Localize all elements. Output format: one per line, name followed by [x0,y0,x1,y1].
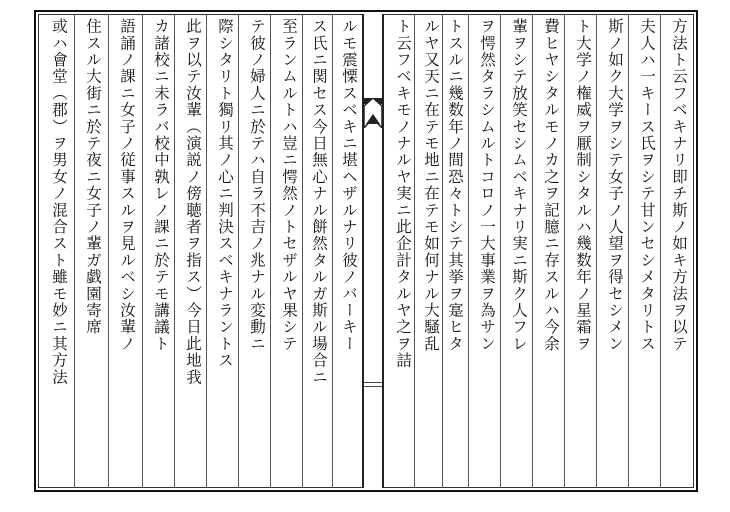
column-rule [238,14,239,488]
fishtail-mark-icon [362,98,384,128]
column-rule [74,14,75,488]
text-column-r9: ルヤ又天ニ在テモ地ニ在テモ如何ナル大騒乱 [422,18,440,352]
column-rule [206,14,207,488]
column-rule [500,14,501,488]
text-column-r7: ヲ愕然タラシムルトコロノ一大事業ヲ為サン [478,18,496,352]
column-rule [596,14,597,488]
column-rule [442,14,443,488]
text-column-r10: ト云フベキモノナルヤ実ニ此企計タルヤ之ヲ詰 [394,18,412,369]
text-column-r8: トスルニ幾数年ノ間恐々トシテ其挙ヲ寔ヒタ [446,18,464,352]
column-rule [660,14,661,488]
text-column-r2: 夫人ハ一キース氏ヲシテ甘ンセシメタリトス [638,18,656,352]
text-column-r1: 方法ト云フベキナリ即チ斯ノ如キ方法ヲ以テ [670,18,688,352]
text-column-l4: テ彼ノ婦人ニ於テハ自ラ不吉ノ兆ナル変動ニ [248,18,266,352]
column-rule [302,14,303,488]
text-column-r4: ト大学ノ権威ヲ厭制シタルハ幾数年ノ星霜ヲ [574,18,592,352]
column-rule [270,14,271,488]
column-rule [532,14,533,488]
text-column-r5: 費ヒヤシタルモノカ之ヲ記臆ニ存スルハ今余 [542,18,560,352]
column-rule [468,14,469,488]
text-column-l7: カ諸校ニ未ラバ校中孰レノ課ニ於テモ講議ト [152,18,170,352]
text-column-l9: 住スル大街ニ於テ夜ニ女子ノ輩ガ戯園寄席 [84,18,102,336]
column-rule [414,14,415,488]
text-column-l1: ルモ震慄スベキニ堪ヘザルナリ彼ノバーキー [340,18,358,352]
column-rule [628,14,629,488]
text-column-r6: 輩ヲシテ放笑セシムベキナリ実ニ斯ク人フレ [510,18,528,352]
gutter-tick [364,382,382,387]
column-rule [174,14,175,488]
text-column-l5: 際シタリト獨リ其ノ心ニ判決スベキナラントス [216,18,234,369]
column-rule [108,14,109,488]
text-column-l10: 或ハ會堂（郡）ヲ男女ノ混合スト雖モ妙ニ其方法 [50,18,68,386]
column-rule [332,14,333,488]
column-rule [564,14,565,488]
text-column-l2: ス氏ニ関セス今日無心ナル餅然タルガ斯ル場合ニ [310,18,328,386]
text-column-l6: 此ヲ以テ汝輩（演説ノ傍聴者ヲ指ス）今日此地我 [184,18,202,386]
text-column-l8: 語誦ノ課ニ女子ノ従事スルヲ見ルベシ汝輩ノ [118,18,136,352]
text-column-r3: 斯ノ如ク大学ヲシテ女子ノ人望ヲ得セシメン [606,18,624,352]
column-rule [142,14,143,488]
text-column-l3: 至ランムルトハ豈ニ愕然ノトセザルヤ果シテ [280,18,298,352]
page-gutter [362,14,384,488]
